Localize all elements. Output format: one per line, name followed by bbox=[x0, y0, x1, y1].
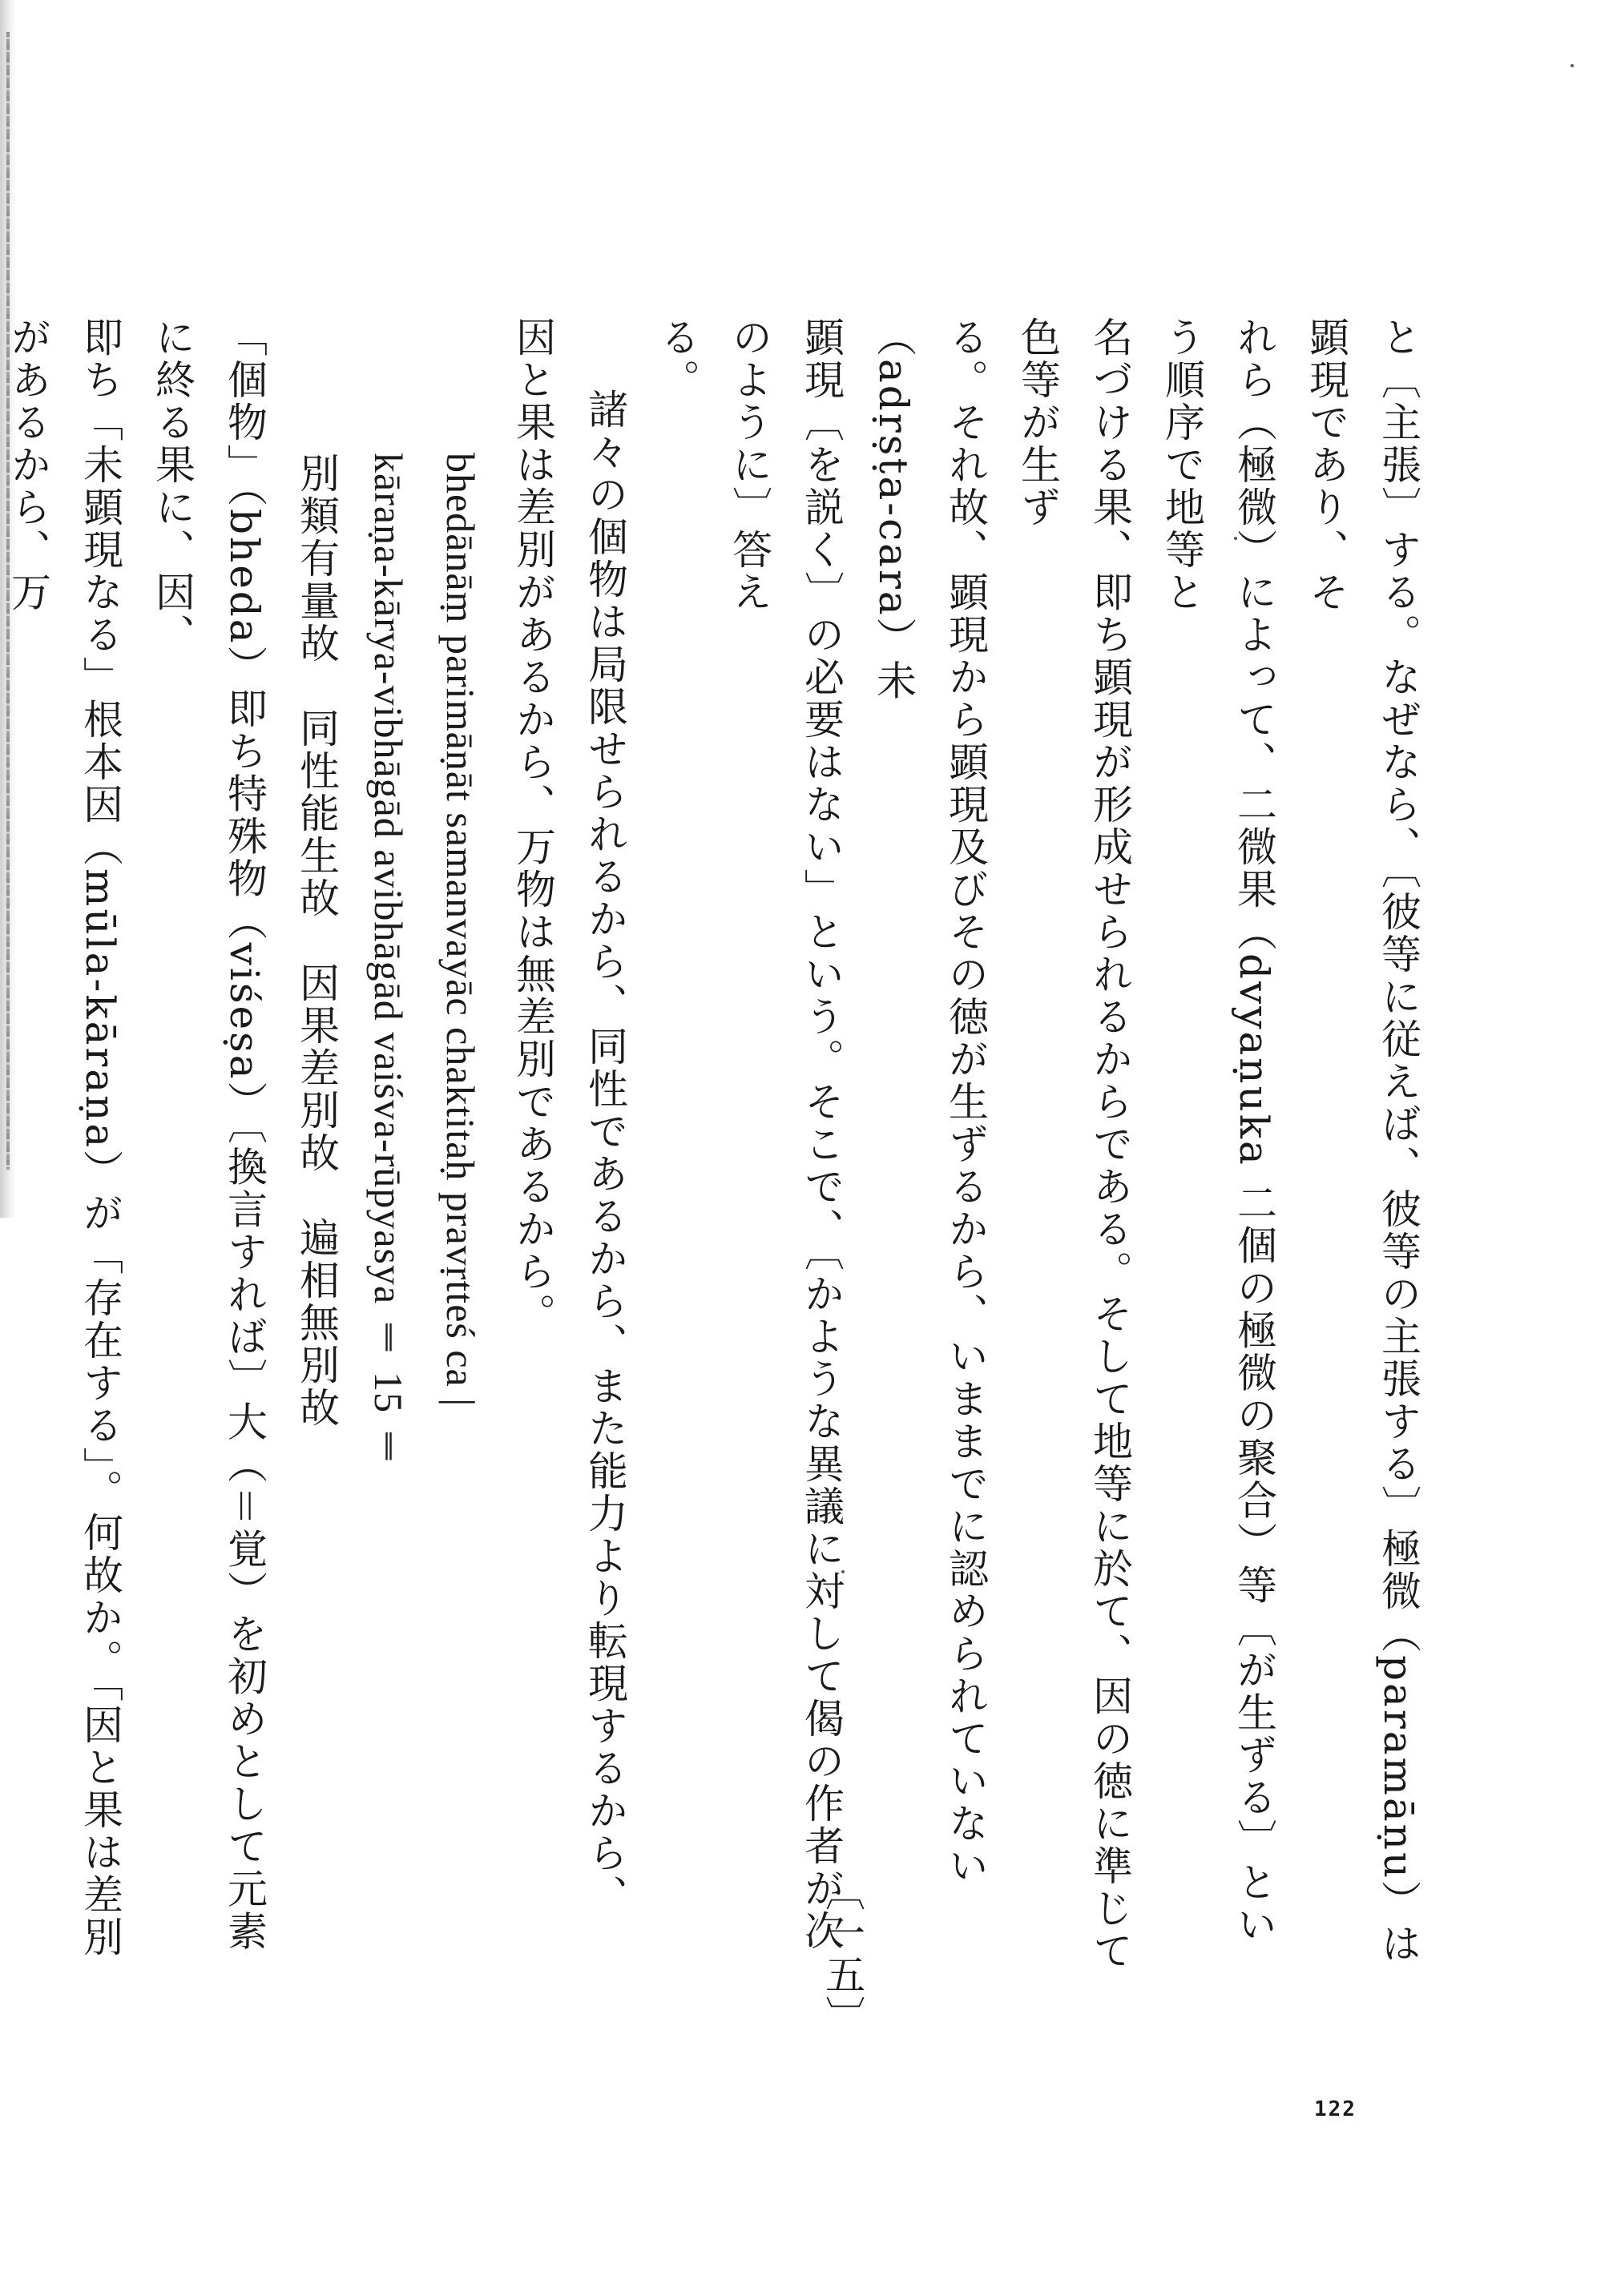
text-line: 顕現〔を説く〕の必要はない」という。そこで、〔かような異議に対して偈の作者が次のように〕答え bbox=[726, 316, 845, 1952]
verse-chinese-line: 別類有量故 同性能生故 因果差別故 遍相無別故 bbox=[293, 453, 340, 1429]
text-line: る。それ故、顕現から顕現及びその徳が生ずるから、いままでに認められていない（adṛṣṭa-cara）未 bbox=[870, 316, 989, 1887]
scan-speck bbox=[1571, 64, 1574, 67]
verse-sanskrit-line: bhedānāṃ parimāṇāt samanvayāc chaktitaḥ pravṛtteś ca | bbox=[438, 453, 483, 1408]
verse-translation-line: 因と果は差別があるから、万物は無差別であるから。 bbox=[510, 316, 556, 1335]
verse-number: 〔一五〕 bbox=[819, 1871, 865, 2037]
commentary-line: 即ち「未顕現なる」根本因（mūla-kāraṇa）が「存在する」。何故か。「因と果は差別があるから、万 bbox=[5, 316, 123, 1960]
commentary-line: 「個物」（bheda）即ち特殊物（viśeṣa）〔換言すれば〕大（＝覚）を初めとして元素に終る果に、因、 bbox=[149, 316, 268, 1953]
verse-sanskrit-line: kāraṇa-kārya-vibhāgād avibhāgād vaiśva-rūpyasya ‖ 15 ‖ bbox=[366, 453, 411, 1470]
vertical-text-block bbox=[5, 316, 1434, 1983]
page-number: 122 bbox=[1314, 2097, 1357, 2121]
text-line: と〔主張〕する。なぜなら、〔彼等に従えば、彼等の主張する〕極微（paramāṇu）は顕現であり、そ bbox=[1303, 316, 1421, 1966]
verse-translation-line: 諸々の個物は局限せられるから、同性であるから、また能力より転現するから、 bbox=[582, 389, 628, 1917]
text-line: 名づける果、即ち顕現が形成せられるからである。そして地等に於て、因の徳に準じて色等が生ず bbox=[1014, 316, 1133, 1972]
text-line: れら（極微）によって、二微果（dvyaṇuka 二個の極微の聚合）等〔が生ずる〕という順序で地等と bbox=[1159, 316, 1277, 1947]
text-line: る。 bbox=[654, 316, 700, 401]
